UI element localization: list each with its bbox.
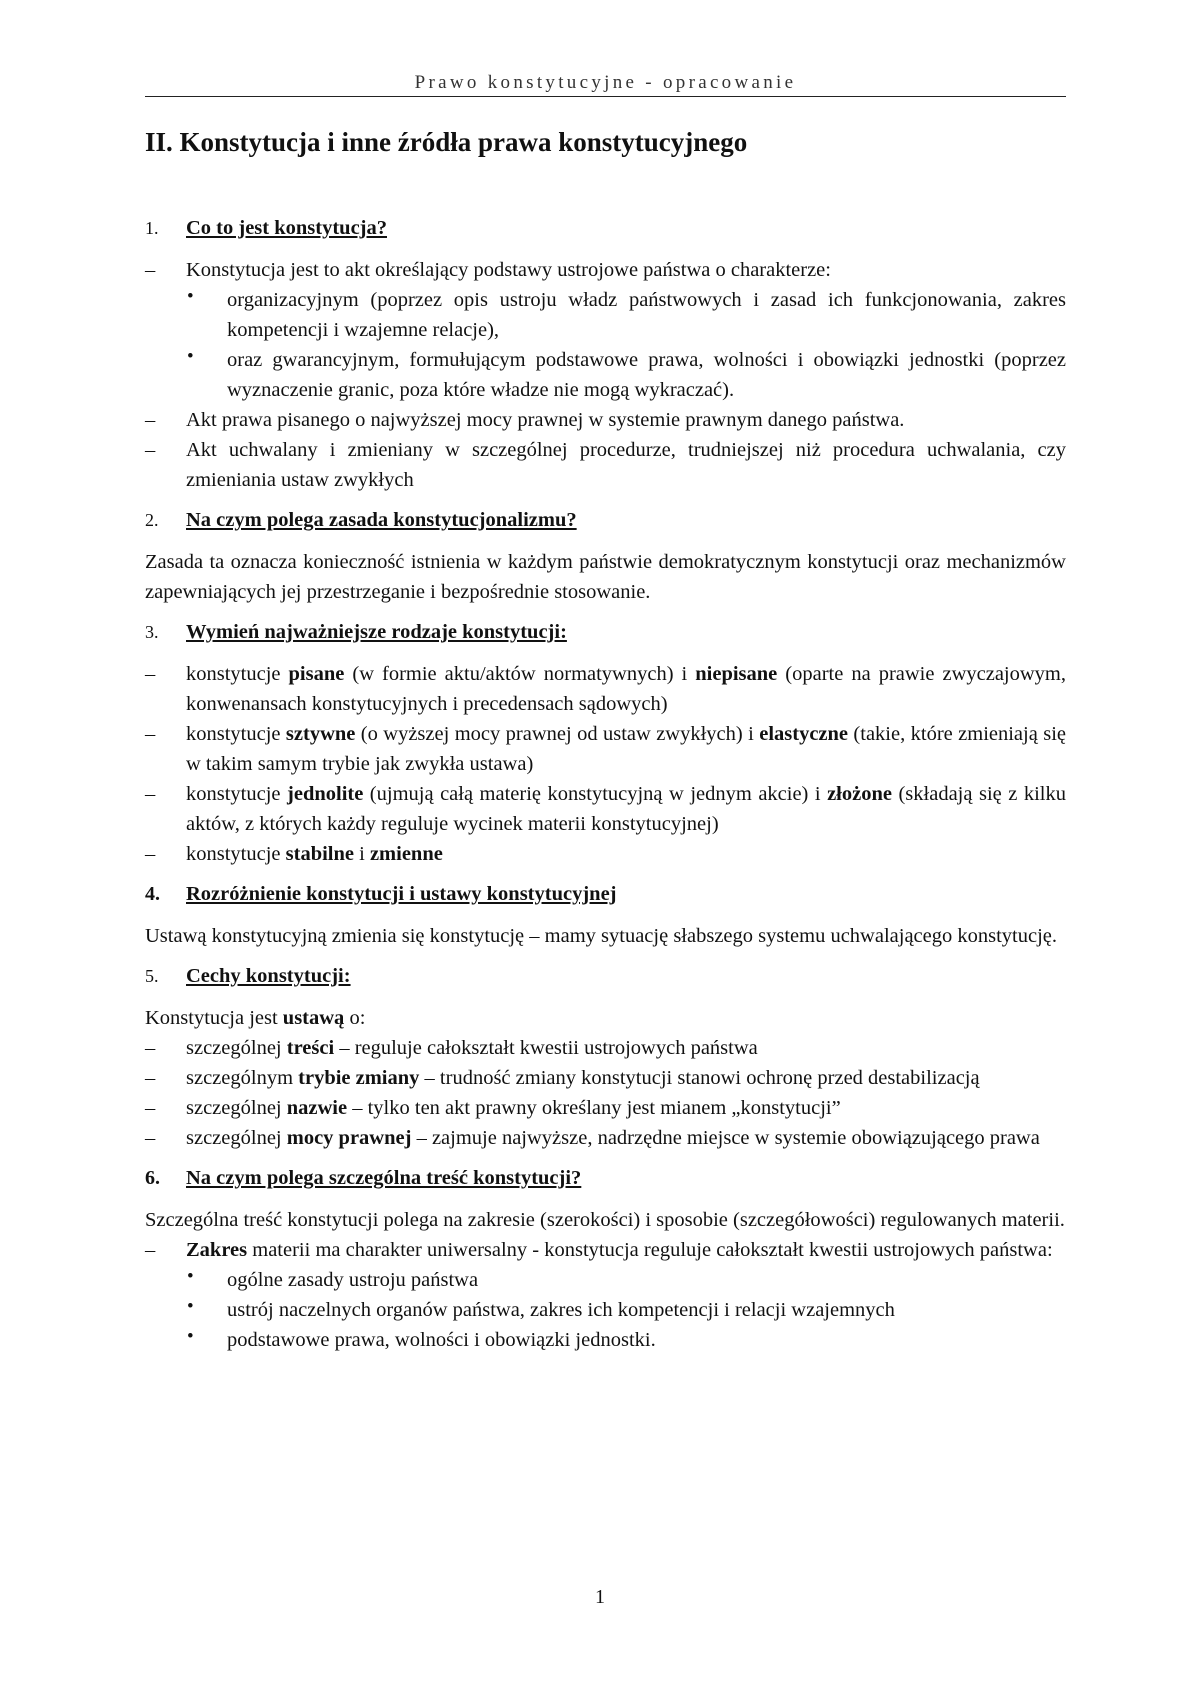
running-header: Prawo konstytucyjne - opracowanie bbox=[414, 72, 797, 93]
item-text: (składają się z kilku aktów, z których każdy reguluje wycinek materii konstytucyjnej) bbox=[186, 783, 1066, 835]
bullet-item bbox=[145, 285, 1066, 345]
item-text: (oparte na prawie zwyczajowym, konwenansach konstytucyjnych i precedensach sądowych) bbox=[186, 663, 1066, 715]
question-heading bbox=[145, 213, 1066, 243]
item-text: szczególnym bbox=[186, 1067, 299, 1089]
item-text: (takie, które zmieniają się w takim samym trybie jak zwykła ustawa) bbox=[186, 723, 1067, 775]
question-number: 3. bbox=[145, 622, 159, 642]
header-rule bbox=[145, 96, 1066, 97]
paragraph: Zasada ta oznacza konieczność istnienia w każdym państwie demokratycznym konstytucji oraz mechanizmów zapewniających jej przestrzeganie i bezpośrednie stosowanie. bbox=[145, 551, 1066, 603]
paragraph: Szczególna treść konstytucji polega na zakresie (szerokości) i sposobie (szczegółowości) regulowanych materii. bbox=[145, 1209, 1065, 1231]
bullet-item bbox=[145, 1265, 1066, 1295]
question-heading bbox=[145, 961, 1066, 991]
question-title: Cechy konstytucji: bbox=[186, 965, 351, 987]
dash-item bbox=[145, 1235, 1066, 1265]
dash-marker: – bbox=[145, 663, 156, 685]
item-text: Konstytucja jest to akt określający podstawy ustrojowe państwa o charakterze: bbox=[186, 259, 831, 281]
dash-item bbox=[145, 1123, 1066, 1153]
dash-marker: – bbox=[145, 843, 156, 865]
dash-item bbox=[145, 719, 1066, 779]
dash-marker: – bbox=[145, 783, 156, 805]
bullet-item bbox=[145, 1295, 1066, 1325]
dash-item bbox=[145, 1093, 1066, 1123]
dash-item bbox=[145, 255, 1066, 285]
question-title: Rozróżnienie konstytucji i ustawy konstytucyjnej bbox=[186, 883, 617, 905]
bold-term: sztywne bbox=[285, 723, 356, 745]
dash-marker: – bbox=[145, 1127, 156, 1149]
dash-marker: – bbox=[145, 409, 156, 431]
question-title: Co to jest konstytucja? bbox=[186, 217, 387, 239]
item-text: oraz gwarancyjnym, formułującym podstawowe prawa, wolności i obowiązki jednostki (poprzez wyznaczenie granic, poza które władze nie mogą wykraczać). bbox=[227, 349, 1066, 401]
bold-term: treści bbox=[286, 1037, 335, 1059]
dash-item bbox=[145, 1033, 1066, 1063]
item-text: Akt uchwalany i zmieniany w szczególnej procedurze, trudniejszej niż procedura uchwalania, czy zmieniania ustaw zwykłych bbox=[186, 439, 1066, 491]
item-text: – trudność zmiany konstytucji stanowi ochronę przed destabilizacją bbox=[419, 1067, 980, 1089]
item-text: Konstytucja jest bbox=[145, 1007, 283, 1029]
bold-term: niepisane bbox=[695, 663, 778, 685]
bold-term: jednolite bbox=[287, 783, 364, 805]
bold-term: złożone bbox=[827, 783, 892, 805]
dash-item bbox=[145, 1063, 1066, 1093]
bullet-marker: • bbox=[187, 1326, 194, 1347]
item-text: szczególnej bbox=[186, 1037, 287, 1059]
question-number: 5. bbox=[145, 966, 159, 986]
question-number: 4. bbox=[145, 883, 160, 905]
bullet-marker: • bbox=[187, 1266, 194, 1287]
item-text: szczególnej bbox=[186, 1097, 287, 1119]
page-number: 1 bbox=[595, 1586, 605, 1608]
item-text: szczególnej bbox=[186, 1127, 287, 1149]
bold-term: ustawą bbox=[282, 1007, 345, 1029]
item-text: konstytucje bbox=[186, 723, 286, 745]
bullet-marker: • bbox=[187, 346, 194, 367]
dash-item bbox=[145, 405, 1066, 435]
question-title: Na czym polega szczególna treść konstytucji? bbox=[186, 1167, 582, 1189]
item-text: – zajmuje najwyższe, nadrzędne miejsce w systemie obowiązującego prawa bbox=[411, 1127, 1040, 1149]
item-text: konstytucje bbox=[186, 663, 289, 685]
bullet-marker: • bbox=[187, 286, 194, 307]
item-text: – tylko ten akt prawny określany jest mianem „konstytucji” bbox=[347, 1097, 841, 1119]
item-text: ustrój naczelnych organów państwa, zakres ich kompetencji i relacji wzajemnych bbox=[227, 1299, 895, 1321]
bullet-item bbox=[145, 345, 1066, 405]
item-text: ogólne zasady ustroju państwa bbox=[227, 1269, 479, 1291]
item-text: konstytucje bbox=[186, 843, 286, 865]
bullet-item bbox=[145, 1325, 1066, 1355]
dash-marker: – bbox=[145, 1239, 156, 1261]
bold-term: stabilne bbox=[285, 843, 354, 865]
question-number: 6. bbox=[145, 1167, 160, 1189]
question-heading bbox=[145, 505, 1066, 535]
dash-marker: – bbox=[145, 723, 156, 745]
document-body bbox=[145, 213, 1066, 1355]
dash-marker: – bbox=[145, 1067, 156, 1089]
item-text: i bbox=[354, 843, 370, 865]
item-text: (ujmują całą materię konstytucyjną w jednym akcie) i bbox=[363, 783, 828, 805]
paragraph: Ustawą konstytucyjną zmienia się konstytucję – mamy sytuację słabszego systemu uchwalającego konstytucję. bbox=[145, 925, 1058, 947]
question-number: 2. bbox=[145, 510, 159, 530]
bold-term: elastyczne bbox=[759, 723, 849, 745]
chapter-title: II. Konstytucja i inne źródła prawa konstytucyjnego bbox=[145, 127, 748, 157]
dash-marker: – bbox=[145, 259, 156, 281]
item-text: – reguluje całokształt kwestii ustrojowych państwa bbox=[334, 1037, 758, 1059]
item-text: Akt prawa pisanego o najwyższej mocy prawnej w systemie prawnym danego państwa. bbox=[186, 409, 905, 431]
dash-marker: – bbox=[145, 1037, 156, 1059]
question-number: 1. bbox=[145, 218, 159, 238]
bold-term: nazwie bbox=[286, 1097, 348, 1119]
question-title: Na czym polega zasada konstytucjonalizmu? bbox=[186, 509, 577, 531]
question-heading bbox=[145, 1163, 1066, 1193]
dash-marker: – bbox=[145, 439, 156, 461]
question-title: Wymień najważniejsze rodzaje konstytucji: bbox=[186, 621, 567, 643]
dash-item bbox=[145, 435, 1066, 495]
item-text: (o wyższej mocy prawnej od ustaw zwykłych) i bbox=[355, 723, 760, 745]
item-text: materii ma charakter uniwersalny - konstytucja reguluje całokształt kwestii ustrojowych państwa: bbox=[247, 1239, 1053, 1261]
bold-term: mocy prawnej bbox=[286, 1127, 412, 1149]
bold-term: pisane bbox=[288, 663, 345, 685]
item-text: podstawowe prawa, wolności i obowiązki jednostki. bbox=[227, 1329, 656, 1351]
bold-term: trybie zmiany bbox=[298, 1067, 420, 1089]
paragraph bbox=[145, 1003, 1066, 1033]
item-text: o: bbox=[344, 1007, 366, 1029]
dash-item bbox=[145, 839, 1066, 869]
bold-term: zmienne bbox=[369, 843, 443, 865]
bullet-marker: • bbox=[187, 1296, 194, 1317]
question-heading bbox=[145, 879, 1066, 909]
item-text: konstytucje bbox=[186, 783, 288, 805]
dash-marker: – bbox=[145, 1097, 156, 1119]
dash-item bbox=[145, 779, 1066, 839]
item-text: organizacyjnym (poprzez opis ustroju władz państwowych i zasad ich funkcjonowania, zakres kompetencji i wzajemne relacje), bbox=[227, 289, 1066, 341]
dash-item bbox=[145, 659, 1066, 719]
item-text: (w formie aktu/aktów normatywnych) i bbox=[344, 663, 696, 685]
question-heading bbox=[145, 617, 1066, 647]
bold-term: Zakres bbox=[186, 1239, 248, 1261]
